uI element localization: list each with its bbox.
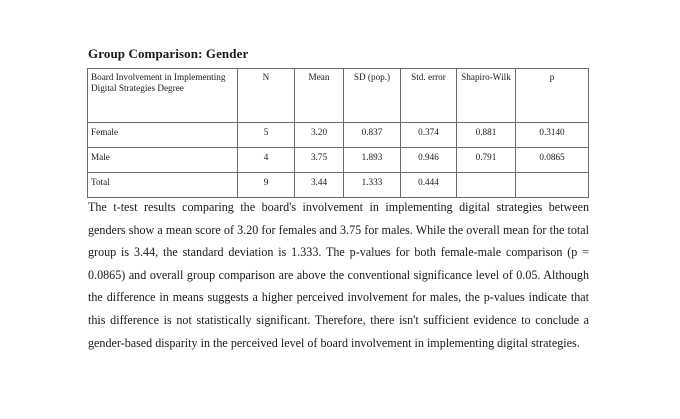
header-cell-variable: Board Involvement in Implementing Digital Strategies Degree <box>88 69 238 123</box>
cell-sd: 1.333 <box>344 173 401 198</box>
row-label: Male <box>88 148 238 173</box>
cell-n: 4 <box>238 148 295 173</box>
cell-n: 5 <box>238 123 295 148</box>
cell-std-error: 0.374 <box>401 123 457 148</box>
section-heading: Group Comparison: Gender <box>88 46 249 61</box>
header-cell-n: N <box>238 69 295 123</box>
cell-p: 0.0865 <box>516 148 589 173</box>
table-row <box>88 173 589 198</box>
cell-mean: 3.20 <box>295 123 344 148</box>
cell-std-error: 0.444 <box>401 173 457 198</box>
header-cell-p: p <box>516 69 589 123</box>
row-label: Total <box>88 173 238 198</box>
header-cell-sd: SD (pop.) <box>344 69 401 123</box>
gender-comparison-table <box>87 68 589 198</box>
cell-p: 0.3140 <box>516 123 589 148</box>
table-row <box>88 123 589 148</box>
cell-shapiro-wilk: 0.791 <box>457 148 516 173</box>
header-cell-std-error: Std. error <box>401 69 457 123</box>
cell-shapiro-wilk <box>457 173 516 198</box>
cell-mean: 3.75 <box>295 148 344 173</box>
table-row <box>88 148 589 173</box>
cell-std-error: 0.946 <box>401 148 457 173</box>
table-header-row <box>88 69 589 123</box>
results-paragraph: The t-test results comparing the board's involvement in implementing digital strategies between genders show a mean score of 3.20 for females and 3.75 for males. While the overall mean for the total group is 3.44, the standard deviation is 1.333. The p-values for both female-male comparison (p = 0.0865) and overall group comparison are above the conventional significance level of 0.05. Although the difference in means suggests a higher perceived involvement for males, the p-values indicate that this difference is not statistically significant. Therefore, there isn't sufficient evidence to conclude a gender-based disparity in the perceived level of board involvement in implementing digital strategies. <box>88 200 589 350</box>
cell-shapiro-wilk: 0.881 <box>457 123 516 148</box>
cell-mean: 3.44 <box>295 173 344 198</box>
cell-sd: 0.837 <box>344 123 401 148</box>
cell-p <box>516 173 589 198</box>
header-cell-mean: Mean <box>295 69 344 123</box>
cell-sd: 1.893 <box>344 148 401 173</box>
cell-n: 9 <box>238 173 295 198</box>
header-cell-shapiro-wilk: Shapiro-Wilk <box>457 69 516 123</box>
row-label: Female <box>88 123 238 148</box>
